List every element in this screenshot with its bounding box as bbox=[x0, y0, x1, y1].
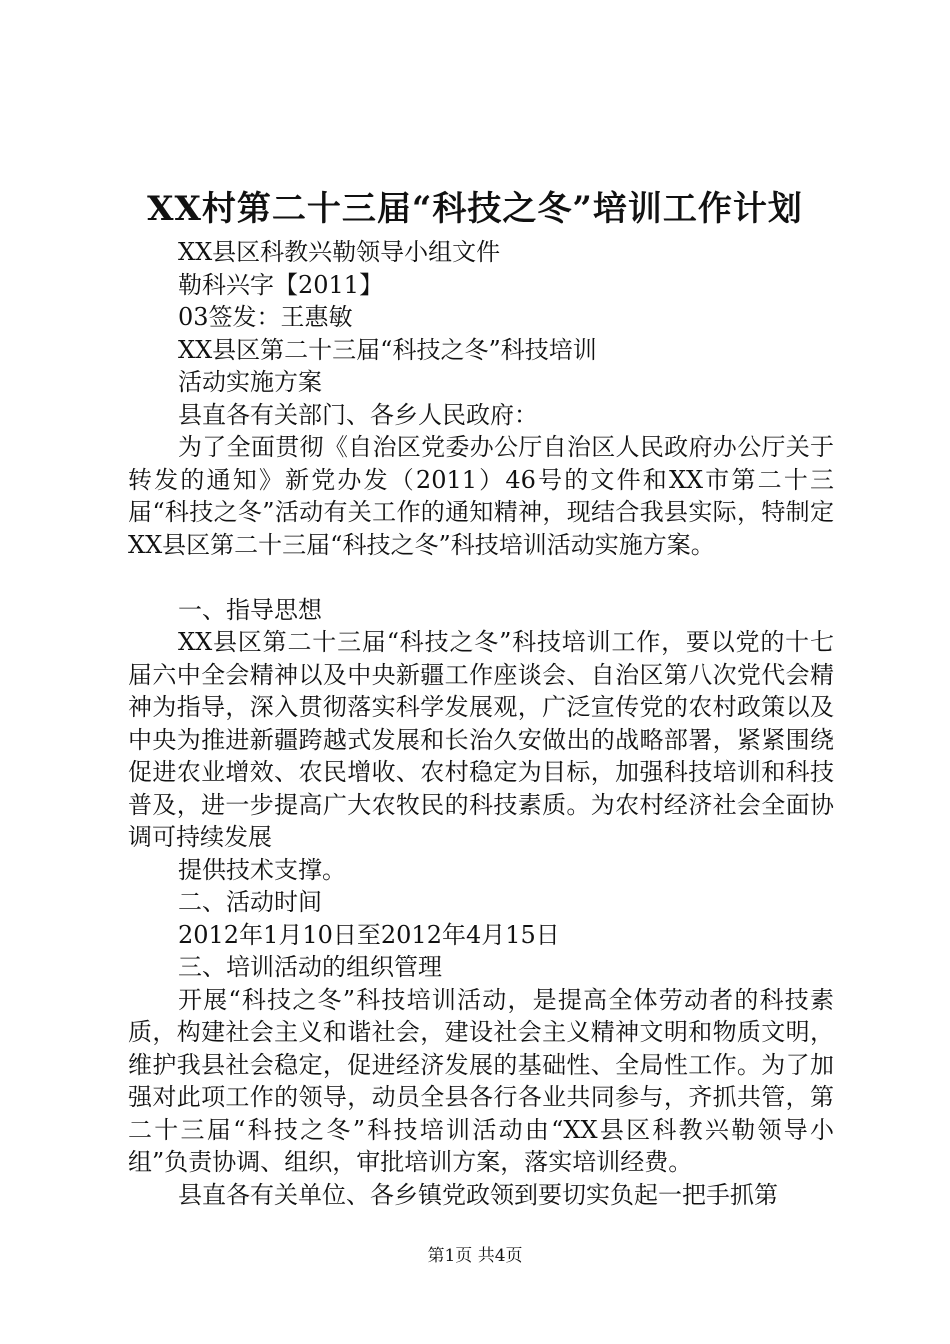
section-3-heading: 三、培训活动的组织管理 bbox=[178, 953, 442, 981]
header-line-issuer: XX县区科教兴勒领导小组文件 bbox=[178, 238, 501, 266]
section-1-heading: 一、指导思想 bbox=[178, 595, 322, 624]
section-1-tail: 提供技术支撑。 bbox=[178, 855, 346, 884]
section-1-paragraph: XX县区第二十三届“科技之冬”科技培训工作，要以党的十七届六中全会精神以及中央新疆工作座谈会、自治区第八次党代会精神为指导，深入贯彻落实科学发展观，广泛宣传党的农村政策以及中央为推进新疆跨越式发展和长治久安做出的战略部署，紧紧围绕促进农业增效、农民增收、农村稳定为目标，加强科技培训和科技普及，进一步提高广大农牧民的科技素质。为农村经济社会全面协调可持续发展 bbox=[128, 628, 834, 851]
page-indicator: 第1页 共4页 bbox=[427, 1246, 523, 1266]
section-2-dates: 2012年1月10日至2012年4月15日 bbox=[178, 920, 560, 949]
intro-paragraph: 为了全面贯彻《自治区党委办公厅自治区人民政府办公厅关于转发的通知》新党办发（2011）46号的文件和XX市第二十三届“科技之冬”活动有关工作的通知精神，现结合我县实际，特制定XX县区第二十三届“科技之冬”科技培训活动实施方案。 bbox=[128, 433, 834, 559]
document-body bbox=[128, 236, 834, 1211]
header-line-addressee: 县直各有关部门、各乡人民政府： bbox=[178, 400, 538, 429]
header-line-doc-number: 勒科兴字【2011】 bbox=[178, 270, 384, 299]
header-line-plan-title: XX县区第二十三届“科技之冬”科技培训 bbox=[178, 335, 597, 364]
paragraph-gap bbox=[128, 561, 834, 594]
header-line-signer: 03签发：王惠敏 bbox=[178, 303, 353, 331]
header-line-plan-subtitle: 活动实施方案 bbox=[178, 368, 322, 396]
document-title: XX村第二十三届“科技之冬”培训工作计划 bbox=[147, 189, 803, 229]
section-3-paragraph: 开展“科技之冬”科技培训活动，是提高全体劳动者的科技素质，构建社会主义和谐社会，建设社会主义精神文明和物质文明，维护我县社会稳定，促进经济发展的基础性、全局性工作。为了加强对此项工作的领导，动员全县各行各业共同参与，齐抓共管，第二十三届“科技之冬”科技培训活动由“XX县区科教兴勒领导小组”负责协调、组织，审批培训方案，落实培训经费。 bbox=[128, 985, 834, 1176]
section-3-next-paragraph: 县直各有关单位、各乡镇党政领到要切实负起一把手抓第 bbox=[178, 1180, 778, 1209]
section-2-heading: 二、活动时间 bbox=[178, 888, 322, 916]
